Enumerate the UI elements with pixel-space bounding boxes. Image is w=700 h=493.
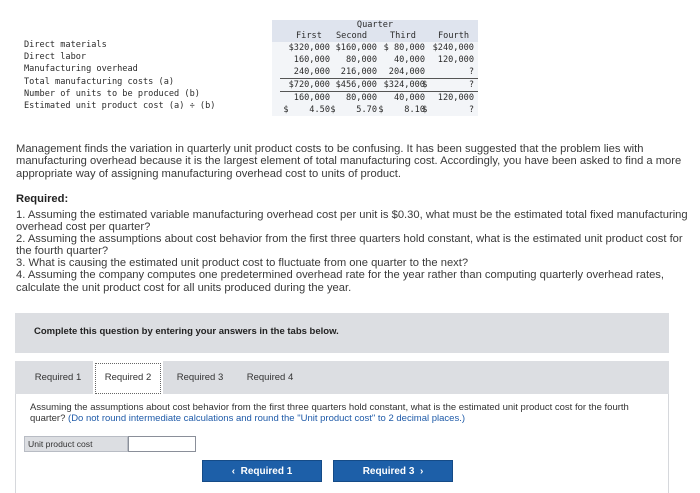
requirement-3: 3. What is causing the estimated unit product cost to fluctuate from one quarter to the next?	[16, 257, 469, 270]
table-cell: $ 8.10	[378, 105, 425, 115]
required-heading: Required:	[16, 193, 69, 205]
table-cell: $ 4.50	[283, 105, 330, 115]
table-cell: 40,000	[393, 93, 425, 103]
table-cell: 80,000	[345, 93, 377, 103]
question-prompt: Assuming the assumptions about cost behavior from the first three quarters hold constant, what is the estimated unit product cost for the fourth quarter?	[30, 402, 629, 424]
instruction-bar	[15, 313, 669, 353]
prev-required-button[interactable]	[202, 460, 322, 482]
table-cell: 240,000	[293, 67, 330, 77]
quarter-fourth: Fourth	[438, 31, 470, 41]
problem-narrative: Management finds the variation in quarterly unit product costs to be confusing. It has been suggested that the problem lies with manufacturing overhead because it is the largest element of total manufacturing cost. Accordingly, you have been asked to find a more appropriate way of assigning manufacturing overhead cost to units of product.	[16, 143, 682, 180]
row-label-units: Number of units to be produced (b)	[24, 88, 200, 99]
table-cell: 204,000	[388, 67, 425, 77]
table-cell: ?	[468, 67, 474, 77]
table-cell: 120,000	[437, 55, 474, 65]
table-cell: $240,000	[432, 43, 474, 53]
table-row	[272, 66, 478, 78]
quarter-second: Second	[336, 31, 368, 41]
unit-cost-label: Unit product cost	[24, 436, 128, 452]
quarter-third: Third	[390, 31, 416, 41]
table-cell: $720,000	[288, 80, 330, 90]
tab-required-4[interactable]: Required 4	[246, 372, 294, 383]
table-cell: 160,000	[293, 55, 330, 65]
table-cell: 80,000	[345, 55, 377, 65]
quarter-title: Quarter	[356, 20, 394, 30]
table-cell: $456,000	[335, 80, 377, 90]
table-cell: 40,000	[393, 55, 425, 65]
chevron-left-icon: ‹	[231, 466, 236, 477]
tab-required-2[interactable]: Required 2	[93, 361, 163, 396]
cost-table	[22, 20, 478, 117]
row-label-direct-labor: Direct labor	[24, 52, 87, 63]
tab-required-1[interactable]: Required 1	[34, 372, 82, 383]
tab-strip	[15, 361, 669, 395]
chevron-right-icon: ›	[419, 466, 424, 477]
row-label-total-costs: Total manufacturing costs (a)	[24, 76, 175, 87]
table-cell: 160,000	[293, 93, 330, 103]
row-labels	[24, 39, 215, 112]
instruction-text: Complete this question by entering your answers in the tabs below.	[34, 326, 339, 337]
table-row	[272, 54, 478, 66]
row-label-direct-materials: Direct materials	[24, 40, 107, 50]
table-cell: 216,000	[340, 67, 377, 77]
requirements-list	[16, 209, 698, 294]
table-cell: $ 5.70	[330, 105, 377, 115]
table-row	[272, 104, 478, 116]
question-text	[30, 402, 650, 424]
unit-cost-input[interactable]	[128, 436, 196, 452]
table-row	[272, 42, 478, 54]
table-cell: $324,000	[383, 80, 425, 90]
quarter-header	[272, 20, 478, 42]
next-required-button[interactable]	[333, 460, 453, 482]
next-label: Required 3	[362, 466, 415, 477]
table-cell: $ 80,000	[383, 43, 425, 53]
cost-grid	[272, 42, 478, 116]
requirement-4: 4. Assuming the company computes one predetermined overhead rate for the year rather than computing quarterly overhead rates, calculate the unit product cost for all units produced during the year.	[16, 269, 665, 294]
table-cell: $ ?	[422, 80, 474, 90]
quarter-first: First	[296, 31, 322, 41]
prev-label: Required 1	[240, 466, 293, 477]
table-cell: $160,000	[335, 43, 377, 53]
requirement-2: 2. Assuming the assumptions about cost behavior from the first three quarters hold constant, what is the estimated unit product cost for the fourth quarter?	[16, 233, 683, 258]
row-label-unit-cost: Estimated unit product cost (a) ÷ (b)	[24, 100, 216, 111]
row-label-manufacturing-overhead: Manufacturing overhead	[24, 64, 138, 75]
table-cell: $320,000	[288, 43, 330, 53]
table-cell: 120,000	[437, 93, 474, 103]
table-row	[272, 92, 478, 104]
table-cell: $ ?	[422, 105, 474, 115]
table-row	[272, 79, 478, 91]
rounding-hint: (Do not round intermediate calculations and round the "Unit product cost" to 2 decimal places.)	[68, 413, 466, 424]
requirement-1: 1. Assuming the estimated variable manufacturing overhead cost per unit is $0.30, what must be the estimated total fixed manufacturing overhead cost per quarter?	[16, 209, 688, 234]
tab-required-3[interactable]: Required 3	[176, 372, 224, 383]
